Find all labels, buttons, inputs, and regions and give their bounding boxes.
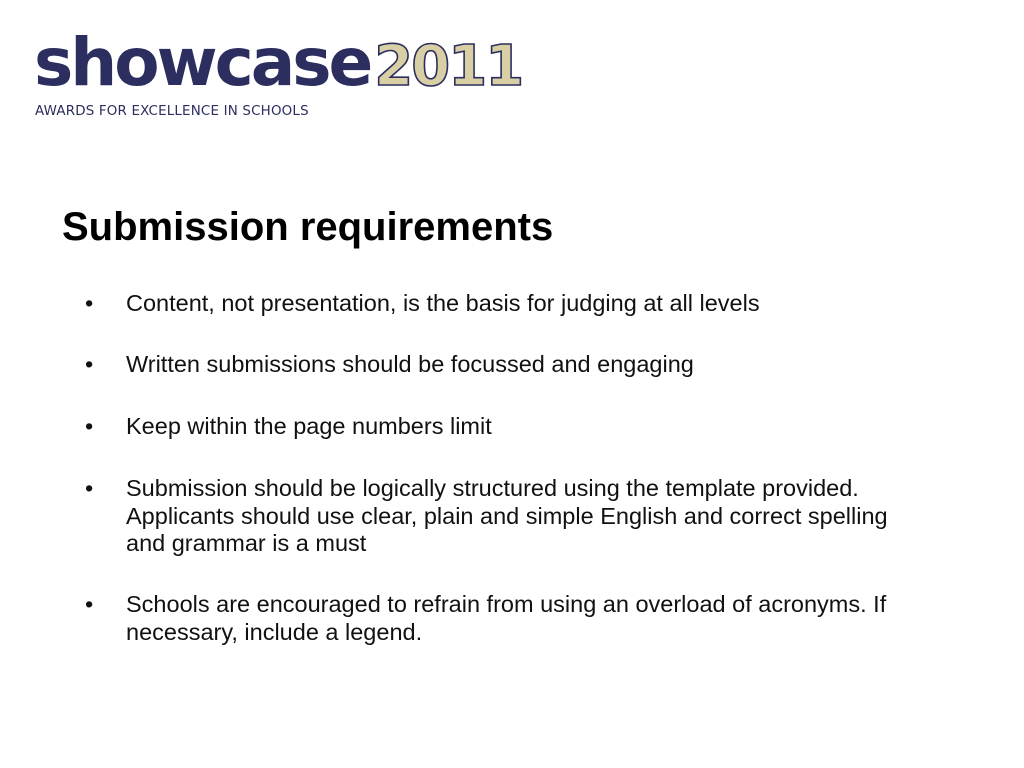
bullet-item-page-limit (85, 413, 915, 441)
bullet-marker: • (85, 413, 94, 439)
bullet-item-structure-language (85, 475, 915, 558)
bullet-text: Content, not presentation, is the basis for judging at all levels (126, 290, 760, 316)
bullet-marker: • (85, 591, 94, 617)
bullet-marker: • (85, 475, 94, 501)
bullet-item-judging-basis (85, 290, 915, 318)
bullet-text: Keep within the page numbers limit (126, 413, 492, 439)
logo-wordmark: showcase (34, 24, 371, 101)
bullet-item-acronyms (85, 591, 915, 646)
bullet-marker: • (85, 290, 94, 316)
bullet-text: Written submissions should be focussed and engaging (126, 351, 694, 377)
logo-tagline: AWARDS FOR EXCELLENCE IN SCHOOLS (35, 104, 309, 119)
slide-title: Submission requirements (62, 205, 554, 249)
bullet-item-focussed-submissions (85, 351, 915, 379)
bullet-text: Submission should be logically structured using the template provided. Applicants should use clear, plain and simple English and correct spelling and grammar is a must (126, 475, 888, 556)
bullet-text: Schools are encouraged to refrain from using an overload of acronyms. If necessary, include a legend. (126, 591, 887, 645)
logo-mark (34, 24, 523, 101)
logo-year: 2011 (374, 34, 523, 99)
showcase-logo (34, 24, 523, 125)
bullet-marker: • (85, 351, 94, 377)
